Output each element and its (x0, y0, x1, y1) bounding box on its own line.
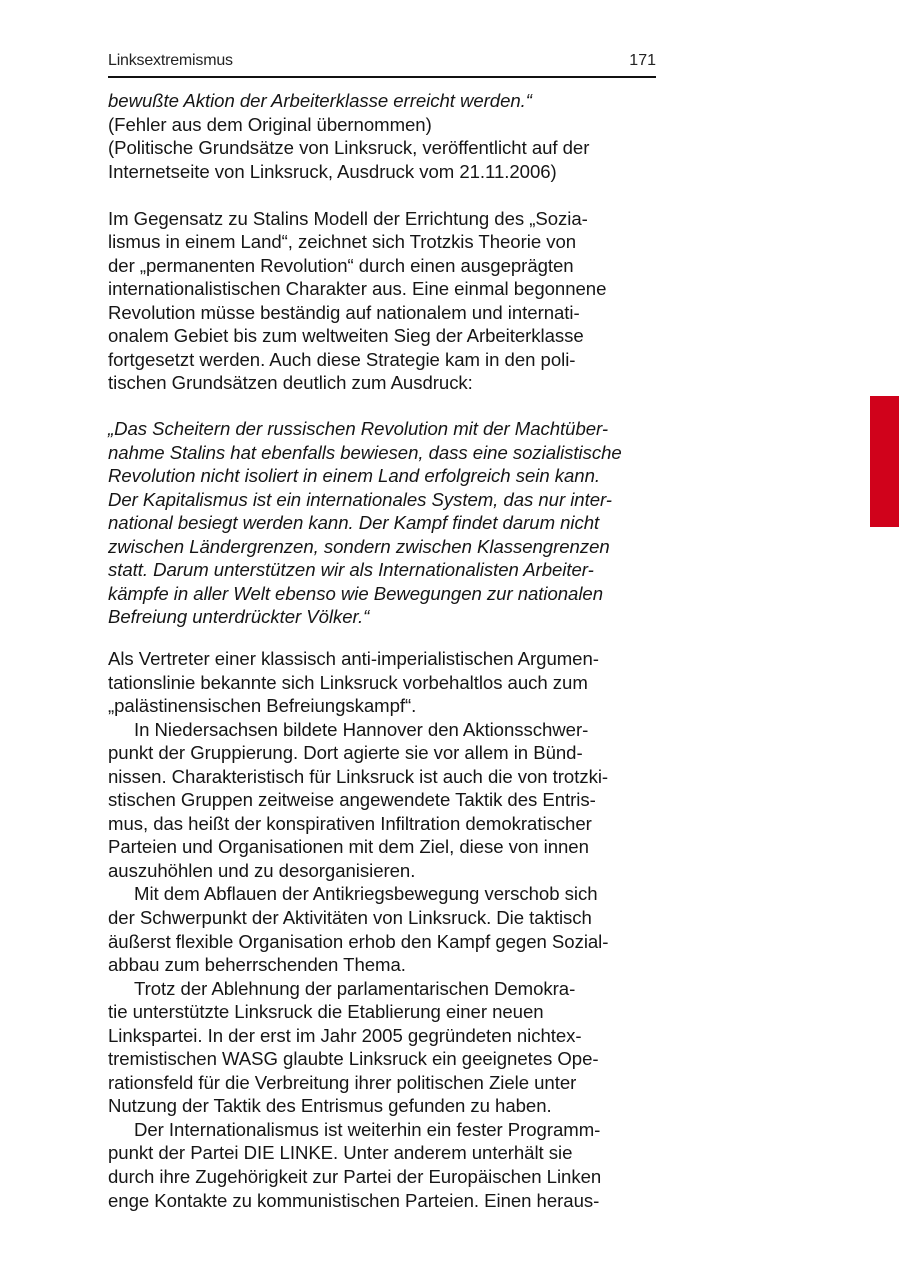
text-line: tremistischen WASG glaubte Linksruck ein geeignetes Ope- (108, 1048, 599, 1070)
text-line: tie unterstützte Linksruck die Etablierung einer neuen (108, 1001, 544, 1023)
text-line: onalem Gebiet bis zum weltweiten Sieg der Arbeiterklasse (108, 325, 584, 347)
text-line: Im Gegensatz zu Stalins Modell der Errichtung des „Sozia- (108, 207, 588, 229)
text-line: Der Internationalismus ist weiterhin ein fester Programm- (134, 1118, 601, 1140)
text-line: Linkspartei. In der erst im Jahr 2005 gegründeten nichtex- (108, 1024, 582, 1046)
text-line: Mit dem Abflauen der Antikriegsbewegung verschob sich (134, 883, 598, 905)
text-line: abbau zum beherrschenden Thema. (108, 954, 406, 976)
text-line: „palästinensischen Befreiungskampf“. (108, 695, 417, 717)
text-line: bewußte Aktion der Arbeiterklasse erreicht werden.“ (108, 90, 532, 111)
running-header (108, 52, 656, 76)
text-line: Revolution müsse beständig auf nationalem und internati- (108, 301, 580, 323)
text-line: nahme Stalins hat ebenfalls bewiesen, dass eine sozialistische (108, 441, 622, 463)
text-line: Nutzung der Taktik des Entrismus gefunden zu haben. (108, 1095, 552, 1117)
text-line: lismus in einem Land“, zeichnet sich Trotzkis Theorie von (108, 231, 577, 253)
text-line: In Niedersachsen bildete Hannover den Aktionsschwer- (134, 718, 589, 740)
text-line: Der Kapitalismus ist ein internationales System, das nur inter- (108, 488, 612, 510)
text-line: Als Vertreter einer klassisch anti-imperialistischen Argumen- (108, 648, 599, 669)
text-line: rationsfeld für die Verbreitung ihrer politischen Ziele unter (108, 1071, 577, 1093)
text-line: (Fehler aus dem Original übernommen) (108, 113, 432, 135)
text-line: „Das Scheitern der russischen Revolution mit der Machtüber- (108, 418, 608, 439)
source-note (108, 113, 668, 184)
block-quote-revolution (108, 417, 668, 629)
text-line: Parteien und Organisationen mit dem Ziel, diese von innen (108, 836, 589, 858)
text-line: der „permanenten Revolution“ durch einen ausgeprägten (108, 254, 574, 276)
chapter-thumb-tab (870, 396, 899, 527)
text-line: Revolution nicht isoliert in einem Land erfolgreich sein kann. (108, 465, 600, 487)
text-line: tationslinie bekannte sich Linksruck vorbehaltlos auch zum (108, 671, 588, 693)
text-line: statt. Darum unterstützen wir als Internationalisten Arbeiter- (108, 559, 594, 581)
text-line: stischen Gruppen zeitweise angewendete Taktik des Entris- (108, 789, 596, 811)
text-line: kämpfe in aller Welt ebenso wie Bewegungen zur nationalen (108, 582, 604, 604)
text-line: nissen. Charakteristisch für Linksruck ist auch die von trotzki- (108, 765, 609, 787)
text-line: auszuhöhlen und zu desorganisieren. (108, 859, 416, 881)
text-line: durch ihre Zugehörigkeit zur Partei der Europäischen Linken (108, 1166, 602, 1188)
text-line: Internetseite von Linksruck, Ausdruck vom 21.11.2006) (108, 160, 557, 182)
text-line: zwischen Ländergrenzen, sondern zwischen Klassengrenzen (108, 535, 610, 557)
body-paragraphs (108, 647, 668, 1212)
quote-ending (108, 89, 668, 113)
text-line: punkt der Partei DIE LINKE. Unter anderem unterhält sie (108, 1142, 573, 1164)
text-line: fortgesetzt werden. Auch diese Strategie kam in den poli- (108, 348, 576, 370)
text-line: national besiegt werden kann. Der Kampf findet darum nicht (108, 512, 600, 534)
header-rule (108, 76, 656, 78)
paragraph-stalin-trotzki (108, 207, 668, 395)
text-line: enge Kontakte zu kommunistischen Parteien. Einen heraus- (108, 1189, 600, 1211)
text-line: der Schwerpunkt der Aktivitäten von Linksruck. Die taktisch (108, 907, 592, 929)
text-line: Befreiung unterdrückter Völker.“ (108, 606, 370, 628)
text-line: tischen Grundsätzen deutlich zum Ausdruck: (108, 372, 473, 394)
text-line: mus, das heißt der konspirativen Infiltration demokratischer (108, 812, 592, 834)
text-line: (Politische Grundsätze von Linksruck, veröffentlicht auf der (108, 137, 590, 159)
running-title: Linksextremismus (108, 52, 233, 69)
text-line: äußerst flexible Organisation erhob den Kampf gegen Sozial- (108, 930, 609, 952)
text-line: punkt der Gruppierung. Dort agierte sie vor allem in Bünd- (108, 742, 583, 764)
text-line: internationalistischen Charakter aus. Eine einmal begonnene (108, 278, 607, 300)
page-number: 171 (629, 52, 656, 69)
text-line: Trotz der Ablehnung der parlamentarischen Demokra- (134, 977, 576, 999)
